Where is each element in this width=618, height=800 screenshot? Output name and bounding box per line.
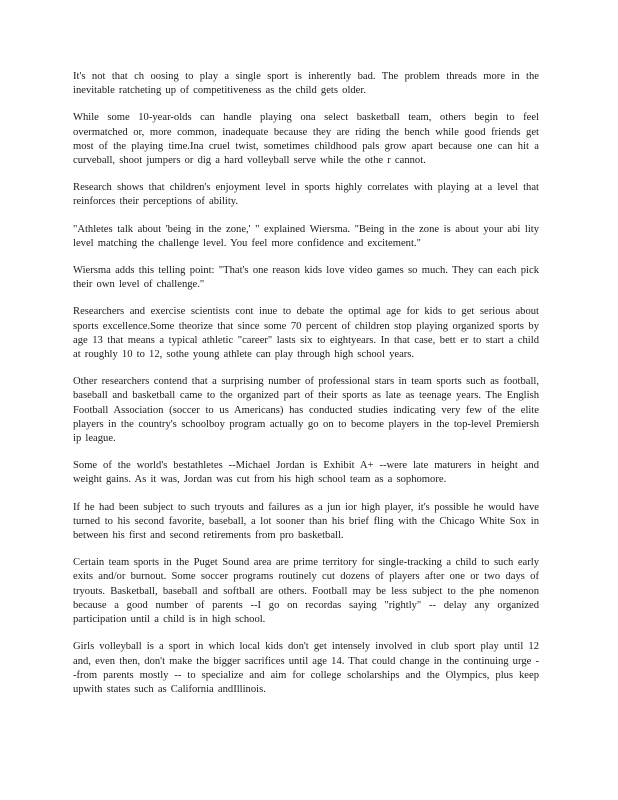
paragraph-4: "Athletes talk about 'being in the zone,' " explained Wiersma. "Being in the zone is about your abi lity level matching the challenge level. You feel more confidence and excitement." [73,223,539,249]
document-body [73,70,539,710]
paragraph-6: Researchers and exercise scientists cont inue to debate the optimal age for kids to get serious about sports excellence.Some theorize that since some 70 percent of children stop playing organized sports by age 13 that means a typical athletic "career" lasts six to eightyears. In that case, bett er to start a child at roughly 10 to 12, sothe young athlete can play through high school years. [73,306,539,361]
paragraph-3: Research shows that children's enjoyment level in sports highly correlates with playing at a level that reinforces their perceptions of ability. [73,182,539,208]
paragraph-10: Certain team sports in the Puget Sound area are prime territory for single-tracking a child to such early exits and/or burnout. Some soccer programs routinely cut dozens of players after one or two days of tryouts. Basketball, baseball and softball are others. Football may be less subject to the phe nomenon because a good number of parents --I go on recordas saying "rightly" -- delay any organized participation until a child is in high school. [73,557,539,626]
paragraph-8: Some of the world's bestathletes --Michael Jordan is Exhibit A+ --were late maturers in height and weight gains. As it was, Jordan was cut from his high school team as a sophomore. [73,460,539,486]
paragraph-11: Girls volleyball is a sport in which local kids don't get intensely involved in club sport play until 12 and, even then, don't make the bigger sacrifices until age 14. That could change in the continuing urge --from parents mostly -- to specialize and aim for college scholarships and the Olympics, plus keep upwith states such as California andIllinois. [73,641,539,695]
paragraph-2: While some 10-year-olds can handle playing ona select basketball team, others begin to feel overmatched or, more common, inadequate because they are riding the bench while good friends get most of the playing time.Ina cruel twist, sometimes childhood pals grow apart because one can hit a curveball, shoot jumpers or dig a hard volleyball serve while the othe r cannot. [73,112,539,167]
paragraph-5: Wiersma adds this telling point: "That's one reason kids love video games so much. They can each pick their own level of challenge." [73,265,539,291]
paragraph-1: It's not that ch oosing to play a single sport is inherently bad. The problem threads more in the inevitable ratcheting up of competitiveness as the child gets older. [73,71,539,97]
paragraph-7: Other researchers contend that a surprising number of professional stars in team sports such as football, baseball and basketball came to the organized part of their sports as late as teenage years. The English Football Association (soccer to us Americans) has conducted studies indicating very few of the elite players in the country's schoolboy program actually go on to become players in the top-level Premiersh ip league. [73,376,539,445]
paragraph-9: If he had been subject to such tryouts and failures as a jun ior high player, it's possible he would have turned to his second favorite, baseball, a lot sooner than his brief fling with the Chicago White Sox in between his first and second retirements from pro basketball. [73,501,539,542]
